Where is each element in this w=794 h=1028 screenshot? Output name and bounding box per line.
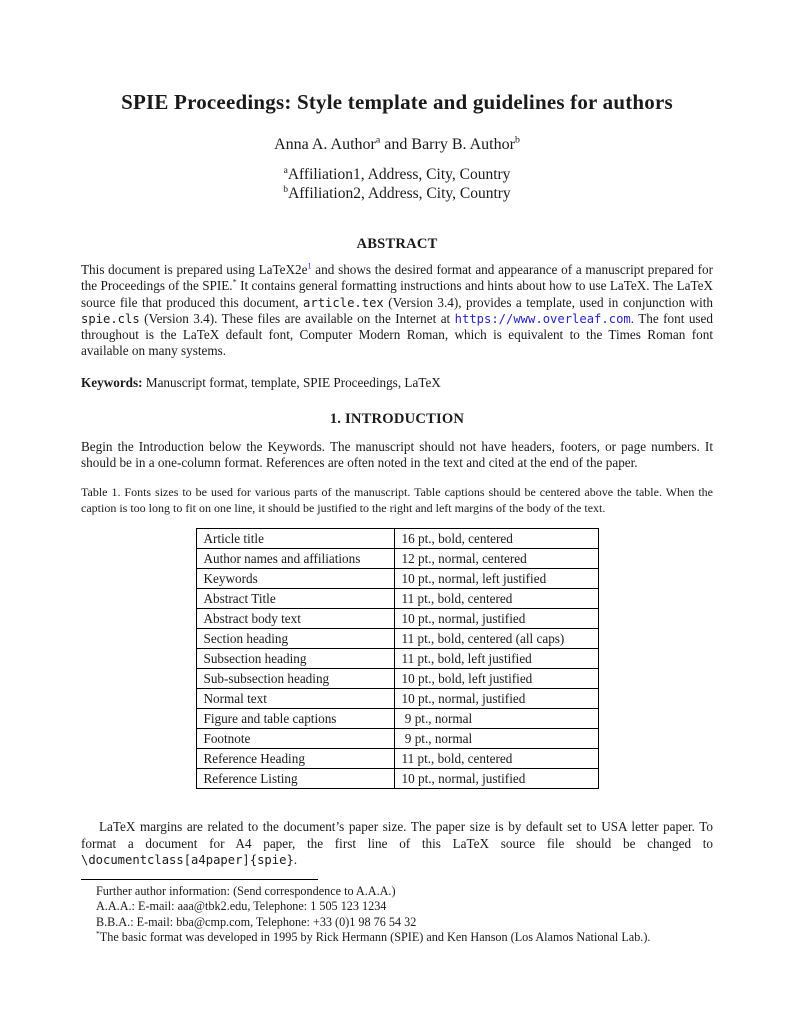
table-cell-spec: 9 pt., normal: [394, 729, 598, 749]
code-documentclass: \documentclass[a4paper]{spie}: [81, 852, 294, 867]
footnote-line: [81, 899, 713, 914]
page-content: [81, 0, 713, 945]
affiliation-text: Affiliation2, Address, City, Country: [288, 185, 511, 202]
footnote-text: Further author information: (Send correspondence to A.A.A.): [96, 884, 396, 899]
table-cell-item: Abstract body text: [196, 609, 394, 629]
overleaf-link[interactable]: https://www.overleaf.com: [454, 311, 631, 326]
table-row: [196, 769, 598, 789]
table-cell-spec: 12 pt., normal, centered: [394, 549, 598, 569]
table-cell-item: Reference Heading: [196, 749, 394, 769]
affiliation-text: Affiliation1, Address, City, Country: [287, 166, 511, 183]
author-line: [81, 136, 713, 154]
author-1: Anna A. Author: [274, 136, 376, 153]
abstract-text: (Version 3.4). These files are available on the Internet at: [139, 310, 455, 326]
author-2: Barry B. Author: [411, 136, 515, 153]
footnote-line: [81, 915, 713, 930]
footnote-text: B.B.A.: E-mail: bba@cmp.com, Telephone: +33 (0)1 98 76 54 32: [96, 914, 417, 929]
introduction-paragraph: Begin the Introduction below the Keywords. The manuscript should not have headers, footers, or page numbers. It should be in a one-column format. References are often noted in the text and cited at the end of the paper.: [81, 438, 713, 471]
abstract-text: It contains general formatting instructions and hints about how to use LaTeX. The LaTeX source file that produced this document,: [81, 278, 713, 310]
keywords-text: Manuscript format, template, SPIE Proceedings, LaTeX: [142, 374, 441, 390]
abstract-heading: ABSTRACT: [356, 236, 438, 252]
abstract-text: This document is prepared using LaTeX2e: [81, 262, 308, 277]
affiliations-block: [81, 165, 713, 203]
table-cell-item: Subsection heading: [196, 649, 394, 669]
table-cell-spec: 10 pt., normal, justified: [394, 609, 598, 629]
margins-paragraph: [81, 819, 713, 868]
table-cell-item: Normal text: [196, 689, 394, 709]
table-cell-spec: 10 pt., bold, left justified: [394, 669, 598, 689]
table-row: [196, 569, 598, 589]
margins-text: .: [293, 851, 298, 867]
section-heading-introduction: 1. INTRODUCTION: [329, 410, 465, 427]
abstract-text: . The font used throughout is the LaTeX default font, Computer Modern Roman, which is equivalent to the Times Roman font available on many systems.: [81, 310, 713, 359]
code-spie-cls: spie.cls: [81, 311, 140, 326]
footnote-rule: [81, 879, 318, 880]
table-cell-spec: 11 pt., bold, centered: [394, 749, 598, 769]
footnote-text: A.A.A.: E-mail: aaa@tbk2.edu, Telephone: 1 505 123 1234: [96, 899, 387, 914]
keywords-label: Keywords:: [81, 374, 143, 390]
authors-joiner: and: [380, 136, 412, 153]
table-row: [196, 729, 598, 749]
table-cell-spec: 10 pt., normal, justified: [394, 689, 598, 709]
table-caption: Table 1. Fonts sizes to be used for various parts of the manuscript. Table captions should be centered above the table. When the caption is too long to fit on one line, it should be justified to the right and left margins of the body of the text.: [81, 485, 713, 516]
table-row: [196, 649, 598, 669]
table-row: [196, 589, 598, 609]
table-cell-spec: 9 pt., normal: [394, 709, 598, 729]
table-cell-spec: 11 pt., bold, left justified: [394, 649, 598, 669]
footnote-text: The basic format was developed in 1995 by Rick Hermann (SPIE) and Ken Hanson (Los Alamos National Lab.).: [99, 929, 651, 944]
affiliation-mark: a: [283, 164, 288, 176]
table-cell-spec: 10 pt., normal, justified: [394, 769, 598, 789]
footnotes-block: [81, 884, 713, 945]
table-cell-item: Figure and table captions: [196, 709, 394, 729]
font-size-table: [196, 528, 599, 789]
table-cell-item: Author names and affiliations: [196, 549, 394, 569]
author-1-affiliation-mark: a: [375, 134, 381, 146]
table-row: [196, 529, 598, 549]
table-cell-spec: 11 pt., bold, centered (all caps): [394, 629, 598, 649]
citation-link[interactable]: 1: [307, 261, 312, 271]
keywords-line: [81, 375, 713, 391]
table-row: [196, 709, 598, 729]
abstract-paragraph: [81, 262, 713, 360]
table-cell-item: Footnote: [196, 729, 394, 749]
table-cell-item: Abstract Title: [196, 589, 394, 609]
table-row: [196, 609, 598, 629]
author-2-affiliation-mark: b: [514, 134, 520, 146]
footnote-line: [81, 930, 713, 945]
table-row: [196, 749, 598, 769]
table-cell-spec: 16 pt., bold, centered: [394, 529, 598, 549]
footnote-mark: *: [96, 928, 100, 938]
table-cell-spec: 10 pt., normal, left justified: [394, 569, 598, 589]
table-row: [196, 549, 598, 569]
table-cell-item: Section heading: [196, 629, 394, 649]
abstract-text: and shows the desired format and appearance of a manuscript prepared for the Proceedings of the SPIE.: [81, 262, 713, 294]
table-row: [196, 629, 598, 649]
affiliation-line: [81, 165, 713, 184]
affiliation-line: [81, 184, 713, 203]
table-cell-item: Keywords: [196, 569, 394, 589]
table-cell-spec: 11 pt., bold, centered: [394, 589, 598, 609]
table-row: [196, 669, 598, 689]
footnote-line: [81, 884, 713, 899]
affiliation-mark: b: [283, 183, 289, 195]
code-article-tex: article.tex: [303, 295, 384, 310]
table-row: [196, 689, 598, 709]
table-cell-item: Article title: [196, 529, 394, 549]
footnote-marker: *: [232, 277, 237, 287]
abstract-text: (Version 3.4), provides a template, used in conjunction with: [383, 294, 713, 310]
page-title: SPIE Proceedings: Style template and guidelines for authors: [121, 90, 673, 114]
table-cell-item: Reference Listing: [196, 769, 394, 789]
margins-text: LaTeX margins are related to the document’s paper size. The paper size is by default set to USA letter paper. To format a document for A4 paper, the first line of this LaTeX source file should be changed to: [81, 819, 713, 851]
table-cell-item: Sub-subsection heading: [196, 669, 394, 689]
